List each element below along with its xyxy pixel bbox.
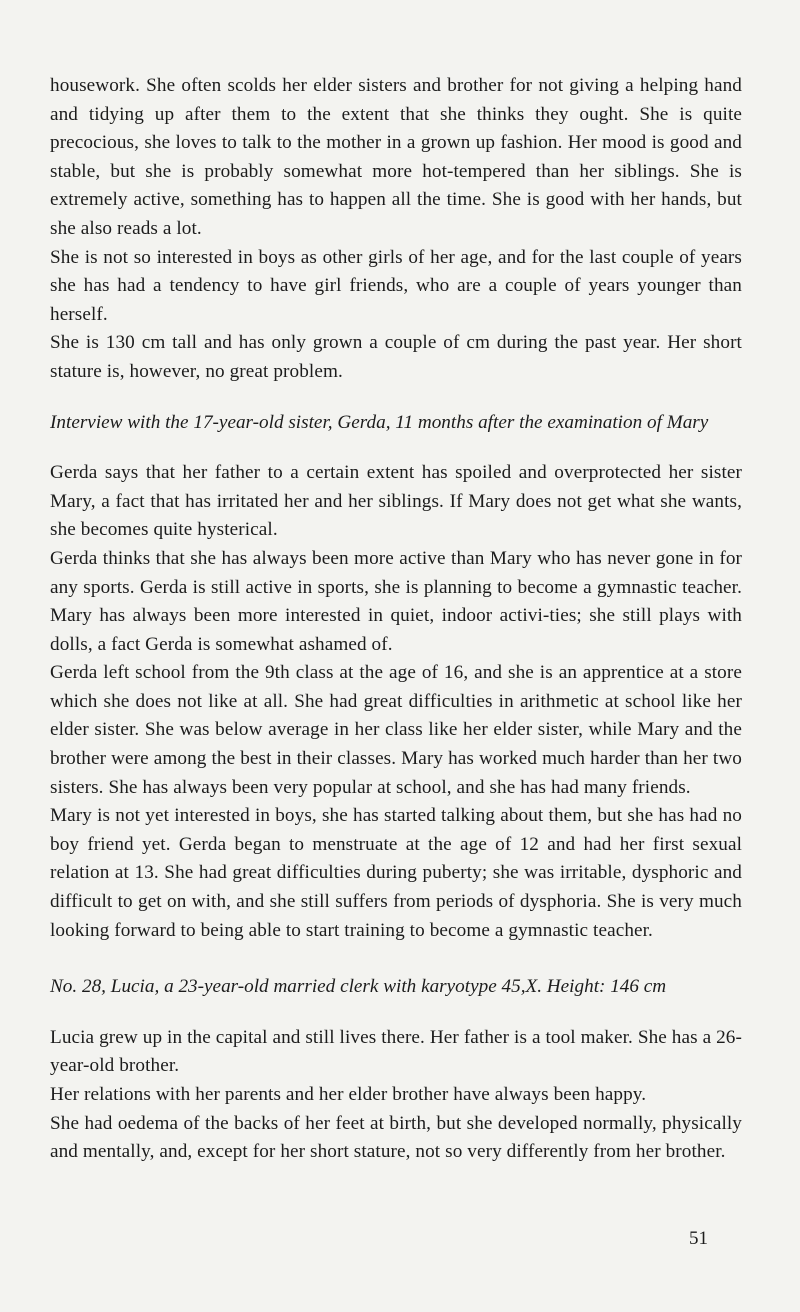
paragraph-mary-boys: Mary is not yet interested in boys, she has started talking about them, but she has had no boy friend yet. Gerda began to menstruate at the age of 12 and had her first sexual relation at 13. She had great difficulties during puberty; she was irritable, dysphoric and difficult to get on with, and she still suffers from periods of dysphoria. She is very much looking forward to being able to start training to become a gymnastic teacher.: [50, 805, 742, 941]
paragraph-boys: [50, 244, 742, 330]
section-heading-gerda-interview: Interview with the 17-year-old sister, Gerda, 11 months after the examination of Mary: [50, 411, 709, 433]
paragraph-housework: housework. She often scolds her elder sisters and brother for not giving a helping hand and tidying up after them to the extent that she thinks they ought. She is quite precocious, she loves to talk to the mother in a grown up fashion. Her mood is good and stable, but she is probably somewhat more hot-tempered than her siblings. She is extremely active, something has to happen all the time. She is good with her hands, but she also reads a lot.: [50, 75, 742, 239]
page-number: 51: [689, 1228, 708, 1249]
page-body: [50, 72, 742, 1167]
paragraph-gerda-active: Gerda thinks that she has always been more active than Mary who has never gone in for any sports. Gerda is still active in sports, she is planning to become a gymnastic teacher. Mary has always been more interested in quiet, indoor activi-ties; she still plays with dolls, a fact Gerda is somewhat ashamed of.: [50, 547, 742, 655]
paragraph-lucia-oedema: She had oedema of the backs of her feet at birth, but she developed normally, physically and mentally, and, except for her short stature, not so very differently from her brother.: [50, 1112, 742, 1163]
paragraph-stature: She is 130 cm tall and has only grown a couple of cm during the past year. Her short stature is, however, no great problem.: [50, 332, 742, 382]
paragraph-lucia-relations: Her relations with her parents and her elder brother have always been happy.: [50, 1084, 647, 1105]
paragraph-gerda-school: Gerda left school from the 9th class at the age of 16, and she is an apprentice at a store which she does not like at all. She had great difficulties in arithmetic at school like her elder sister. She was below average in her class like her elder sister, while Mary and the brother were among the best in their classes. Mary has worked much harder than her two sisters. She has always been very popular at school, and she has had many friends.: [50, 662, 742, 798]
paragraph-lucia-capital: Lucia grew up in the capital and still lives there. Her father is a tool maker. She has a 26-year-old brother.: [50, 1026, 742, 1077]
section-heading-lucia-case: No. 28, Lucia, a 23-year-old married clerk with karyotype 45,X. Height: 146 cm: [50, 976, 667, 998]
paragraph-boys-text: She is not so interested in boys as other girls of her age, and for the last couple of years she has had a tendency to have girl friends, who are a couple of years younger than herself.: [50, 246, 742, 325]
paragraph-gerda-spoiled: Gerda says that her father to a certain extent has spoiled and overprotected her sister Mary, a fact that has irritated her and her siblings. If Mary does not get what she wants, she becomes quite hysterical.: [50, 462, 742, 541]
